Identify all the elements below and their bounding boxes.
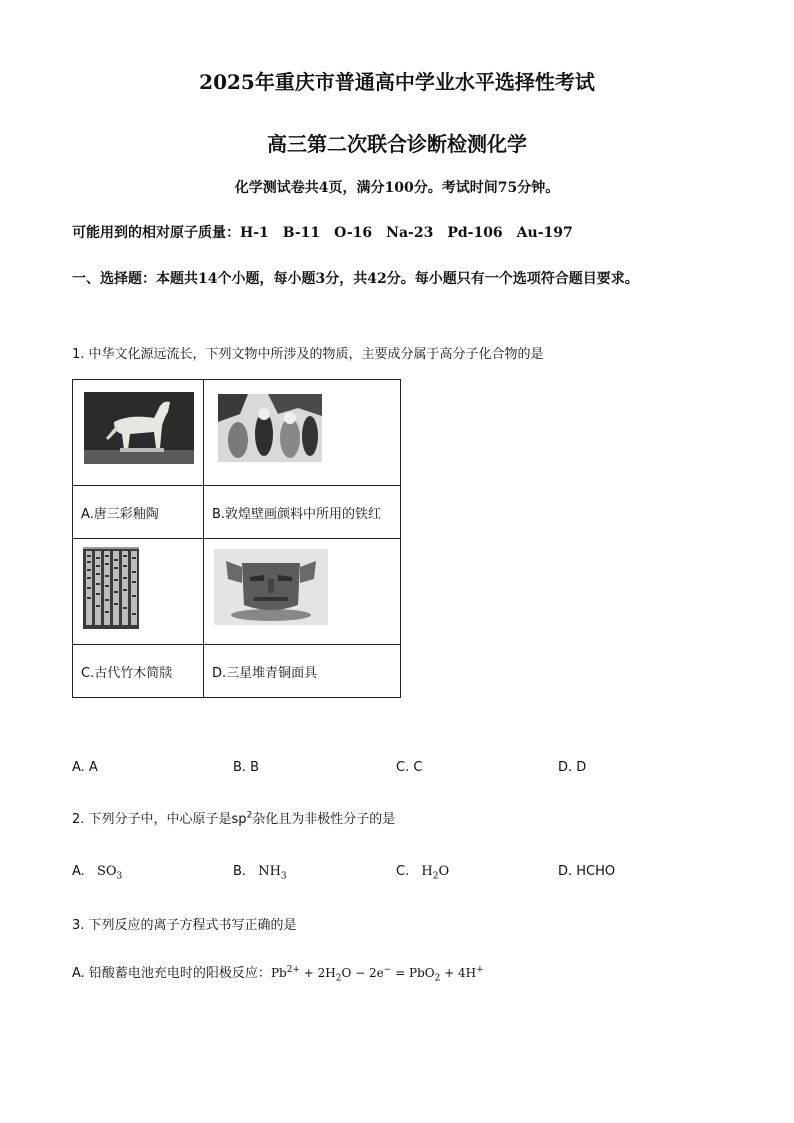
q1-option-c[interactable]: C. C [396, 760, 423, 775]
q2-option-c-formula [421, 864, 450, 882]
image-cell-c [73, 539, 204, 645]
q1-option-d[interactable]: D. D [558, 760, 587, 775]
question-1-table [72, 379, 401, 698]
eq-sup-3: − [383, 965, 392, 975]
q2-option-b-formula [258, 864, 287, 882]
question-1-stem: 1. 中华文化源远流长，下列文物中所涉及的物质，主要成分属于高分子化合物的是 [72, 347, 544, 362]
image-cell-d [204, 539, 401, 645]
image-cell-a [73, 380, 204, 486]
q2-option-a-formula [96, 864, 123, 882]
q3-option-a-label: A. 铅酸蓄电池充电时的阳极反应： [72, 966, 271, 981]
q2-stem-post: 杂化且为非极性分子的是 [252, 812, 396, 827]
option-cell-c: C.古代竹木简牍 [73, 645, 204, 698]
q2-stem-pre: 2. 下列分子中，中心原子是sp [72, 812, 247, 827]
q2-option-c[interactable] [396, 864, 449, 882]
eq-part-3: O − 2e [341, 966, 384, 980]
q2-c-formula-post: O [438, 864, 450, 879]
exam-subtitle: 高三第二次联合诊断检测化学 [267, 132, 527, 156]
q2-option-d[interactable]: D. HCHO [558, 864, 616, 879]
exam-title: 2025年重庆市普通高中学业水平选择性考试 [199, 70, 595, 94]
q2-option-a-label: A. [72, 864, 85, 879]
section-heading: 一、选择题：本题共14个小题，每小题3分，共42分。每小题只有一个选项符合题目要求。 [72, 271, 639, 287]
q2-c-formula-pre: H [421, 864, 433, 879]
dunhuang-mural-image [218, 394, 322, 462]
eq-part-5: + 4H [440, 966, 477, 980]
q2-stem-sup: 2 [246, 810, 253, 821]
eq-part-1: Pb [270, 966, 287, 980]
bamboo-slips-image [83, 547, 139, 629]
question-2-stem [72, 808, 395, 827]
eq-part-4: = PbO [391, 966, 435, 980]
q2-option-b[interactable] [233, 864, 287, 882]
q1-option-a[interactable]: A. A [72, 760, 98, 775]
image-cell-b [204, 380, 401, 486]
q2-b-formula-sub: 3 [280, 871, 287, 882]
q2-a-formula-main: SO [96, 864, 117, 879]
tang-sancai-horse-image [84, 392, 194, 464]
option-cell-b: B.敦煌壁画颜料中所用的铁红 [204, 486, 401, 539]
eq-sup-5: + [476, 965, 484, 975]
bronze-mask-image [214, 549, 328, 625]
q3-option-a[interactable] [72, 962, 484, 983]
eq-sup-1: 2+ [286, 965, 300, 975]
option-cell-a: A.唐三彩釉陶 [73, 486, 204, 539]
q2-c-formula-sub: 2 [432, 871, 439, 882]
exam-info: 化学测试卷共4页，满分100分。考试时间75分钟。 [234, 180, 560, 196]
option-cell-d: D.三星堆青铜面具 [204, 645, 401, 698]
eq-sub-2: 2 [335, 973, 342, 984]
q2-a-formula-sub: 3 [116, 871, 123, 882]
atomic-masses: 可能用到的相对原子质量：H-1 B-11 O-16 Na-23 Pd-106 Au-197 [72, 225, 573, 241]
eq-part-2: + 2H [299, 966, 336, 980]
q2-option-c-label: C. [396, 864, 410, 879]
q2-option-b-label: B. [233, 864, 247, 879]
q2-option-a[interactable] [72, 864, 122, 882]
q2-b-formula-main: NH [258, 864, 281, 879]
q1-option-b[interactable]: B. B [233, 760, 260, 775]
eq-sub-4: 2 [434, 973, 441, 984]
question-3-stem: 3. 下列反应的离子方程式书写正确的是 [72, 918, 297, 933]
q3-option-a-equation [270, 965, 484, 984]
